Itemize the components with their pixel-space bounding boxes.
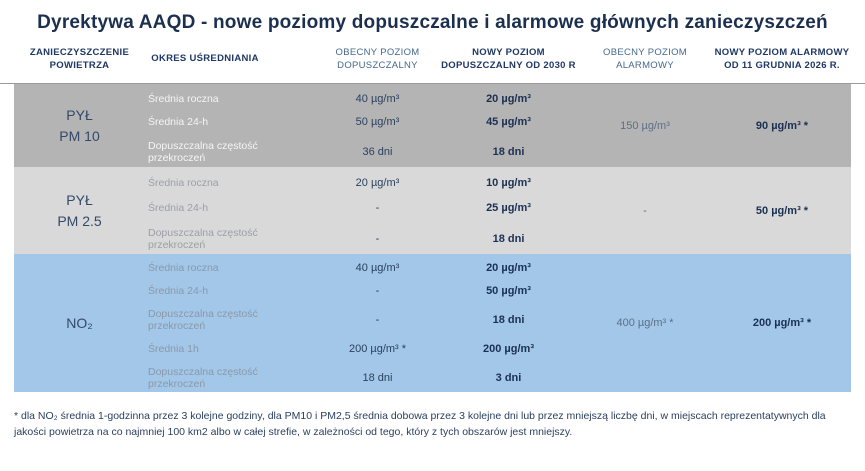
table-row	[145, 140, 577, 164]
pollutant-name-line2: PM 10	[59, 127, 100, 144]
current-limit-value: 36 dni	[362, 146, 393, 159]
header-pollutant: ZANIECZYSZCZENIE POWIETRZA	[29, 46, 130, 71]
new-limit-value: 20 µg/m³	[486, 262, 531, 275]
pollutant-name-line1: NO₂	[66, 314, 93, 331]
new-limit-value: 18 dni	[492, 313, 525, 326]
table-row-no2	[14, 254, 851, 392]
pollutant-name-no2	[14, 254, 145, 392]
current-limit-value: -	[375, 285, 380, 298]
new-limit-value: 18 dni	[492, 146, 525, 159]
table-row	[145, 116, 577, 128]
header-new-alarm: NOWY POZIOM ALARMOWY OD 11 GRUDNIA 2026 R.	[714, 46, 850, 71]
current-limit-value: 18 dni	[362, 371, 393, 384]
new-alarm-value: 50 µg/m³ *	[755, 204, 809, 217]
current-limit-value: 20 µg/m³	[355, 176, 400, 189]
period-label: Dopuszczalna częstość przekroczeń	[148, 140, 258, 165]
current-limit-value: 40 µg/m³	[355, 262, 400, 275]
table-row-pm10	[14, 84, 851, 167]
period-label: Średnia 24-h	[148, 201, 209, 214]
period-label: Średnia 24-h	[148, 285, 209, 298]
pm25-subrows	[145, 167, 577, 260]
period-label: Średnia 1h	[148, 342, 199, 355]
current-alarm-value: -	[643, 204, 647, 217]
pollutant-name-line1: PYŁ	[66, 192, 93, 209]
current-limit-value: -	[375, 313, 380, 326]
pollutant-name-pm25	[14, 167, 145, 254]
new-alarm-value: 200 µg/m³ *	[752, 317, 812, 329]
new-limit-value: 200 µg/m³	[483, 342, 534, 355]
new-limit-value: 3 dni	[495, 371, 522, 384]
table-row	[145, 308, 577, 332]
footnote: * dla NO₂ średnia 1-godzinna przez 3 kolejne godziny, dla PM10 i PM2,5 średnia dobowa przez 3 kolejne dni lub przez mniejszą liczbę dni, w miejscach reprezentatywnych dla jakości powietrza na co najmniej 100 km2 albo w całej strefie, w zależności od tego, który z tych obszarów jest mniejszy.	[14, 410, 826, 439]
header-current-alarm: OBECNY POZIOM ALARMOWY	[603, 46, 687, 71]
table-row	[145, 202, 577, 214]
new-limit-value: 45 µg/m³	[486, 116, 531, 129]
new-limit-value: 18 dni	[492, 232, 525, 245]
current-limit-value: -	[375, 232, 380, 245]
table-row	[145, 93, 577, 105]
current-limit-value: 40 µg/m³	[355, 92, 400, 105]
new-limit-value: 50 µg/m³	[486, 285, 531, 298]
no2-subrows	[145, 254, 577, 398]
table-row	[145, 177, 577, 189]
new-limit-value: 20 µg/m³	[486, 92, 531, 105]
header-current-limit: OBECNY POZIOM DOPUSZCZALNY	[335, 46, 420, 71]
table-row	[145, 343, 577, 355]
table-row	[145, 227, 577, 251]
period-label: Średnia roczna	[148, 176, 219, 189]
current-alarm-value: 400 µg/m³ *	[616, 317, 674, 329]
pm10-subrows	[145, 84, 577, 173]
current-limit-value: 50 µg/m³	[355, 116, 400, 129]
new-alarm-value: 90 µg/m³ *	[755, 119, 809, 132]
table-row	[145, 285, 577, 297]
period-label: Średnia roczna	[148, 92, 219, 105]
table-row	[145, 262, 577, 274]
period-label: Dopuszczalna częstość przekroczeń	[148, 226, 258, 251]
pollutant-name-line1: PYŁ	[66, 107, 93, 124]
table-header-row	[14, 36, 851, 83]
header-averaging-period: OKRES UŚREDNIANIA	[151, 53, 259, 65]
new-limit-value: 10 µg/m³	[486, 176, 531, 189]
period-label: Średnia roczna	[148, 262, 219, 275]
pollutant-name-pm10	[14, 84, 145, 167]
table-row-pm25	[14, 167, 851, 254]
current-limit-value: -	[375, 201, 380, 214]
page-title: Dyrektywa AAQD - nowe poziomy dopuszczalne i alarmowe głównych zanieczyszczeń	[37, 12, 828, 33]
period-label: Dopuszczalna częstość przekroczeń	[148, 307, 258, 332]
period-label: Dopuszczalna częstość przekroczeń	[148, 365, 258, 390]
current-limit-value: 200 µg/m³ *	[348, 342, 407, 355]
table-body	[0, 83, 865, 392]
pollutant-name-line2: PM 2.5	[57, 212, 102, 229]
header-new-limit: NOWY POZIOM DOPUSZCZALNY OD 2030 R	[441, 46, 576, 71]
period-label: Średnia 24-h	[148, 116, 209, 129]
table-row	[145, 366, 577, 390]
new-limit-value: 25 µg/m³	[486, 201, 531, 214]
current-alarm-value: 150 µg/m³	[620, 119, 670, 132]
